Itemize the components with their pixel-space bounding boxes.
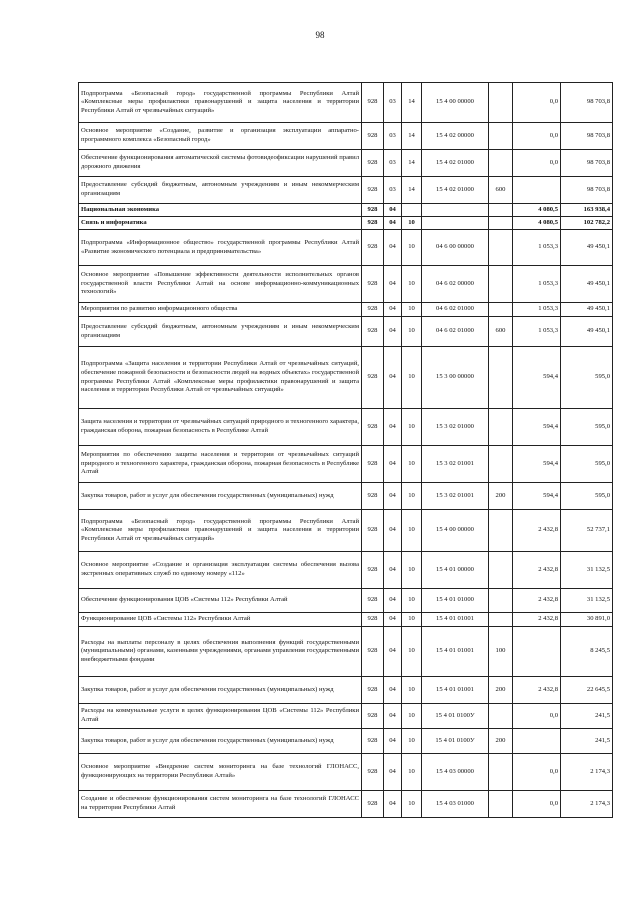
target-article-cell: 15 4 01 01000 [422, 589, 489, 613]
amount-2-cell: 2 174,3 [561, 754, 613, 791]
amount-2-cell: 595,0 [561, 446, 613, 483]
table-row [79, 303, 613, 317]
table-row [79, 150, 613, 177]
section-code-cell: 03 [384, 123, 402, 150]
expense-type-cell [489, 347, 513, 409]
section-code-cell: 04 [384, 347, 402, 409]
expense-type-cell: 600 [489, 177, 513, 204]
subsection-code-cell: 14 [402, 150, 422, 177]
expense-type-cell [489, 552, 513, 589]
amount-1-cell: 4 080,5 [513, 204, 561, 217]
amount-2-cell: 52 737,1 [561, 510, 613, 552]
ministry-code-cell: 928 [362, 347, 384, 409]
section-code-cell: 04 [384, 791, 402, 818]
amount-2-cell: 595,0 [561, 347, 613, 409]
ministry-code-cell: 928 [362, 704, 384, 729]
subsection-code-cell: 10 [402, 510, 422, 552]
table-row [79, 123, 613, 150]
row-name-cell: Подпрограмма «Безопасный город» государственной программы Республики Алтай «Комплексные меры профилактики правонарушений и защита населения и территории Республики Алтай от чрезвычайных ситуаций» [79, 83, 362, 123]
row-name-cell: Подпрограмма «Информационное общество» государственной программы Республики Алтай «Развитие экономического потенциала и предпринимательства» [79, 230, 362, 266]
section-code-cell: 03 [384, 177, 402, 204]
amount-2-cell: 595,0 [561, 409, 613, 446]
target-article-cell: 15 4 03 01000 [422, 791, 489, 818]
row-name-cell: Закупка товаров, работ и услуг для обеспечения государственных (муниципальных) нужд [79, 729, 362, 754]
amount-1-cell: 594,4 [513, 409, 561, 446]
amount-2-cell: 49 450,1 [561, 303, 613, 317]
expense-type-cell [489, 217, 513, 230]
subsection-code-cell: 10 [402, 729, 422, 754]
row-name-cell: Национальная экономика [79, 204, 362, 217]
ministry-code-cell: 928 [362, 510, 384, 552]
amount-2-cell: 49 450,1 [561, 230, 613, 266]
amount-1-cell: 2 432,8 [513, 552, 561, 589]
amount-1-cell: 2 432,8 [513, 510, 561, 552]
amount-1-cell: 594,4 [513, 347, 561, 409]
amount-2-cell: 98 703,8 [561, 83, 613, 123]
section-code-cell: 04 [384, 754, 402, 791]
section-code-cell: 03 [384, 150, 402, 177]
amount-1-cell: 2 432,8 [513, 589, 561, 613]
ministry-code-cell: 928 [362, 677, 384, 704]
table-row [79, 230, 613, 266]
expense-type-cell [489, 589, 513, 613]
expense-type-cell [489, 303, 513, 317]
amount-2-cell: 8 245,5 [561, 627, 613, 677]
table-row [79, 552, 613, 589]
table-row [79, 510, 613, 552]
section-code-cell: 04 [384, 613, 402, 627]
ministry-code-cell: 928 [362, 446, 384, 483]
expense-type-cell [489, 510, 513, 552]
table-row [79, 347, 613, 409]
expense-type-cell: 100 [489, 627, 513, 677]
expense-type-cell [489, 123, 513, 150]
amount-2-cell: 49 450,1 [561, 317, 613, 347]
table-row [79, 589, 613, 613]
section-code-cell: 04 [384, 446, 402, 483]
target-article-cell: 15 4 01 00000 [422, 552, 489, 589]
subsection-code-cell: 14 [402, 177, 422, 204]
row-name-cell: Основное мероприятие «Создание и организация эксплуатации системы обеспечения вызова экстренных оперативных служб по единому номеру «112» [79, 552, 362, 589]
subsection-code-cell: 14 [402, 83, 422, 123]
table-row [79, 177, 613, 204]
expense-type-cell: 200 [489, 677, 513, 704]
ministry-code-cell: 928 [362, 217, 384, 230]
subsection-code-cell: 10 [402, 613, 422, 627]
amount-2-cell: 31 132,5 [561, 552, 613, 589]
subsection-code-cell: 10 [402, 704, 422, 729]
expense-type-cell [489, 409, 513, 446]
amount-2-cell: 102 782,2 [561, 217, 613, 230]
target-article-cell: 15 3 02 01001 [422, 446, 489, 483]
section-code-cell: 04 [384, 217, 402, 230]
amount-1-cell: 594,4 [513, 446, 561, 483]
amount-1-cell: 2 432,8 [513, 613, 561, 627]
expense-type-cell [489, 613, 513, 627]
row-name-cell: Закупка товаров, работ и услуг для обеспечения государственных (муниципальных) нужд [79, 483, 362, 510]
amount-1-cell: 594,4 [513, 483, 561, 510]
table-row [79, 627, 613, 677]
subsection-code-cell: 10 [402, 627, 422, 677]
row-name-cell: Закупка товаров, работ и услуг для обеспечения государственных (муниципальных) нужд [79, 677, 362, 704]
target-article-cell [422, 204, 489, 217]
subsection-code-cell: 10 [402, 754, 422, 791]
table-row [79, 204, 613, 217]
target-article-cell: 04 6 02 01000 [422, 317, 489, 347]
table-body [79, 83, 613, 818]
ministry-code-cell: 928 [362, 204, 384, 217]
subsection-code-cell: 10 [402, 409, 422, 446]
table-row [79, 677, 613, 704]
ministry-code-cell: 928 [362, 177, 384, 204]
subsection-code-cell: 10 [402, 483, 422, 510]
expense-type-cell [489, 266, 513, 303]
subsection-code-cell: 10 [402, 677, 422, 704]
ministry-code-cell: 928 [362, 150, 384, 177]
subsection-code-cell: 10 [402, 446, 422, 483]
target-article-cell [422, 217, 489, 230]
ministry-code-cell: 928 [362, 266, 384, 303]
table-row [79, 266, 613, 303]
expense-type-cell: 600 [489, 317, 513, 347]
expense-type-cell [489, 230, 513, 266]
subsection-code-cell [402, 204, 422, 217]
expense-type-cell [489, 150, 513, 177]
section-code-cell: 03 [384, 83, 402, 123]
section-code-cell: 04 [384, 589, 402, 613]
budget-table [78, 82, 613, 818]
table-row [79, 446, 613, 483]
subsection-code-cell: 10 [402, 552, 422, 589]
amount-2-cell: 595,0 [561, 483, 613, 510]
section-code-cell: 04 [384, 483, 402, 510]
amount-2-cell: 22 645,5 [561, 677, 613, 704]
target-article-cell: 04 6 00 00000 [422, 230, 489, 266]
ministry-code-cell: 928 [362, 791, 384, 818]
row-name-cell: Расходы на выплаты персоналу в целях обеспечения выполнения функций государственными (муниципальными) органами, казенными учреждениями, органами управления государственными внебюджетными фондами [79, 627, 362, 677]
target-article-cell: 15 3 00 00000 [422, 347, 489, 409]
ministry-code-cell: 928 [362, 627, 384, 677]
subsection-code-cell: 10 [402, 791, 422, 818]
amount-2-cell: 30 891,0 [561, 613, 613, 627]
row-name-cell: Подпрограмма «Защита населения и территории Республики Алтай от чрезвычайных ситуаций, обеспечение пожарной безопасности и безопасности людей на водных объектах» государственной программы Республики Алтай «Комплексные меры профилактики правонарушений и защита населения и территории Республики Алтай от чрезвычайных ситуаций» [79, 347, 362, 409]
ministry-code-cell: 928 [362, 83, 384, 123]
subsection-code-cell: 10 [402, 230, 422, 266]
amount-1-cell: 0,0 [513, 150, 561, 177]
row-name-cell: Подпрограмма «Безопасный город» государственной программы Республики Алтай «Комплексные меры профилактики правонарушений и защита населения и территории Республики Алтай от чрезвычайных ситуаций» [79, 510, 362, 552]
amount-2-cell: 241,5 [561, 729, 613, 754]
amount-1-cell: 0,0 [513, 83, 561, 123]
subsection-code-cell: 10 [402, 266, 422, 303]
table-row [79, 83, 613, 123]
row-name-cell: Основное мероприятие «Внедрение систем мониторинга на базе технологий ГЛОНАСС, функционирующих на территории Республики Алтай» [79, 754, 362, 791]
table-row [79, 704, 613, 729]
amount-1-cell: 0,0 [513, 791, 561, 818]
subsection-code-cell: 10 [402, 217, 422, 230]
ministry-code-cell: 928 [362, 729, 384, 754]
expense-type-cell: 200 [489, 483, 513, 510]
section-code-cell: 04 [384, 552, 402, 589]
amount-2-cell: 163 938,4 [561, 204, 613, 217]
table-row [79, 729, 613, 754]
row-name-cell: Основное мероприятие «Повышение эффективности деятельности исполнительных органов государственной власти Республики Алтай на основе информационно-коммуникационных технологий» [79, 266, 362, 303]
ministry-code-cell: 928 [362, 303, 384, 317]
target-article-cell: 15 4 01 01001 [422, 677, 489, 704]
target-article-cell: 15 4 02 01000 [422, 150, 489, 177]
table-row [79, 409, 613, 446]
subsection-code-cell: 10 [402, 589, 422, 613]
ministry-code-cell: 928 [362, 123, 384, 150]
subsection-code-cell: 10 [402, 347, 422, 409]
row-name-cell: Предоставление субсидий бюджетным, автономным учреждениям и иным некоммерческим организациям [79, 317, 362, 347]
table-row [79, 483, 613, 510]
target-article-cell: 15 4 02 00000 [422, 123, 489, 150]
target-article-cell: 15 3 02 01001 [422, 483, 489, 510]
amount-1-cell: 1 053,3 [513, 266, 561, 303]
section-code-cell: 04 [384, 317, 402, 347]
row-name-cell: Мероприятия по обеспечению защиты населения и территории от чрезвычайных ситуаций природного и техногенного характера, гражданская оборона, пожарная безопасность в Республике Алтай [79, 446, 362, 483]
row-name-cell: Расходы на коммунальные услуги в целях функционирования ЦОВ «Системы 112» Республики Алтай [79, 704, 362, 729]
row-name-cell: Основное мероприятие «Создание, развитие и организация эксплуатации аппаратно-программного комплекса «Безопасный город» [79, 123, 362, 150]
ministry-code-cell: 928 [362, 552, 384, 589]
expense-type-cell [489, 204, 513, 217]
section-code-cell: 04 [384, 266, 402, 303]
expense-type-cell [489, 446, 513, 483]
section-code-cell: 04 [384, 510, 402, 552]
amount-1-cell: 1 053,3 [513, 303, 561, 317]
amount-2-cell: 98 703,8 [561, 177, 613, 204]
row-name-cell: Функционирование ЦОВ «Системы 112» Республики Алтай [79, 613, 362, 627]
target-article-cell: 04 6 02 00000 [422, 266, 489, 303]
amount-1-cell: 1 053,3 [513, 230, 561, 266]
amount-2-cell: 98 703,8 [561, 150, 613, 177]
subsection-code-cell: 14 [402, 123, 422, 150]
expense-type-cell: 200 [489, 729, 513, 754]
table-row [79, 217, 613, 230]
amount-1-cell: 1 053,3 [513, 317, 561, 347]
ministry-code-cell: 928 [362, 483, 384, 510]
amount-1-cell: 0,0 [513, 754, 561, 791]
table-row [79, 754, 613, 791]
amount-1-cell [513, 729, 561, 754]
amount-2-cell: 98 703,8 [561, 123, 613, 150]
section-code-cell: 04 [384, 729, 402, 754]
ministry-code-cell: 928 [362, 230, 384, 266]
ministry-code-cell: 928 [362, 754, 384, 791]
amount-1-cell [513, 177, 561, 204]
expense-type-cell [489, 704, 513, 729]
target-article-cell: 15 3 02 01000 [422, 409, 489, 446]
target-article-cell: 15 4 01 0100У [422, 729, 489, 754]
target-article-cell: 04 6 02 01000 [422, 303, 489, 317]
subsection-code-cell: 10 [402, 317, 422, 347]
section-code-cell: 04 [384, 677, 402, 704]
table-row [79, 791, 613, 818]
amount-1-cell: 0,0 [513, 123, 561, 150]
expense-type-cell [489, 754, 513, 791]
target-article-cell: 15 4 00 00000 [422, 83, 489, 123]
table-row [79, 317, 613, 347]
ministry-code-cell: 928 [362, 409, 384, 446]
amount-2-cell: 31 132,5 [561, 589, 613, 613]
target-article-cell: 15 4 01 01001 [422, 613, 489, 627]
amount-2-cell: 49 450,1 [561, 266, 613, 303]
amount-1-cell: 2 432,8 [513, 677, 561, 704]
amount-1-cell [513, 627, 561, 677]
target-article-cell: 15 4 01 0100У [422, 704, 489, 729]
amount-1-cell: 4 080,5 [513, 217, 561, 230]
section-code-cell: 04 [384, 303, 402, 317]
ministry-code-cell: 928 [362, 317, 384, 347]
subsection-code-cell: 10 [402, 303, 422, 317]
section-code-cell: 04 [384, 627, 402, 677]
target-article-cell: 15 4 00 00000 [422, 510, 489, 552]
ministry-code-cell: 928 [362, 589, 384, 613]
section-code-cell: 04 [384, 230, 402, 266]
expense-type-cell [489, 791, 513, 818]
target-article-cell: 15 4 02 01000 [422, 177, 489, 204]
target-article-cell: 15 4 01 01001 [422, 627, 489, 677]
table-row [79, 613, 613, 627]
row-name-cell: Мероприятия по развитию информационного общества [79, 303, 362, 317]
row-name-cell: Обеспечение функционирования ЦОВ «Системы 112» Республики Алтай [79, 589, 362, 613]
row-name-cell: Обеспечение функционирования автоматической системы фотовидеофиксации нарушений правил дорожного движения [79, 150, 362, 177]
row-name-cell: Создание и обеспечение функционирования систем мониторинга на базе технологий ГЛОНАСС на территории Республики Алтай [79, 791, 362, 818]
page-number: 98 [315, 30, 325, 40]
expense-type-cell [489, 83, 513, 123]
target-article-cell: 15 4 03 00000 [422, 754, 489, 791]
row-name-cell: Связь и информатика [79, 217, 362, 230]
section-code-cell: 04 [384, 409, 402, 446]
row-name-cell: Предоставление субсидий бюджетным, автономным учреждениям и иным некоммерческим организациям [79, 177, 362, 204]
amount-1-cell: 0,0 [513, 704, 561, 729]
section-code-cell: 04 [384, 704, 402, 729]
section-code-cell: 04 [384, 204, 402, 217]
row-name-cell: Защита населения и территории от чрезвычайных ситуаций природного и техногенного характера, гражданская оборона, пожарная безопасность в Республике Алтай [79, 409, 362, 446]
amount-2-cell: 241,5 [561, 704, 613, 729]
amount-2-cell: 2 174,3 [561, 791, 613, 818]
ministry-code-cell: 928 [362, 613, 384, 627]
